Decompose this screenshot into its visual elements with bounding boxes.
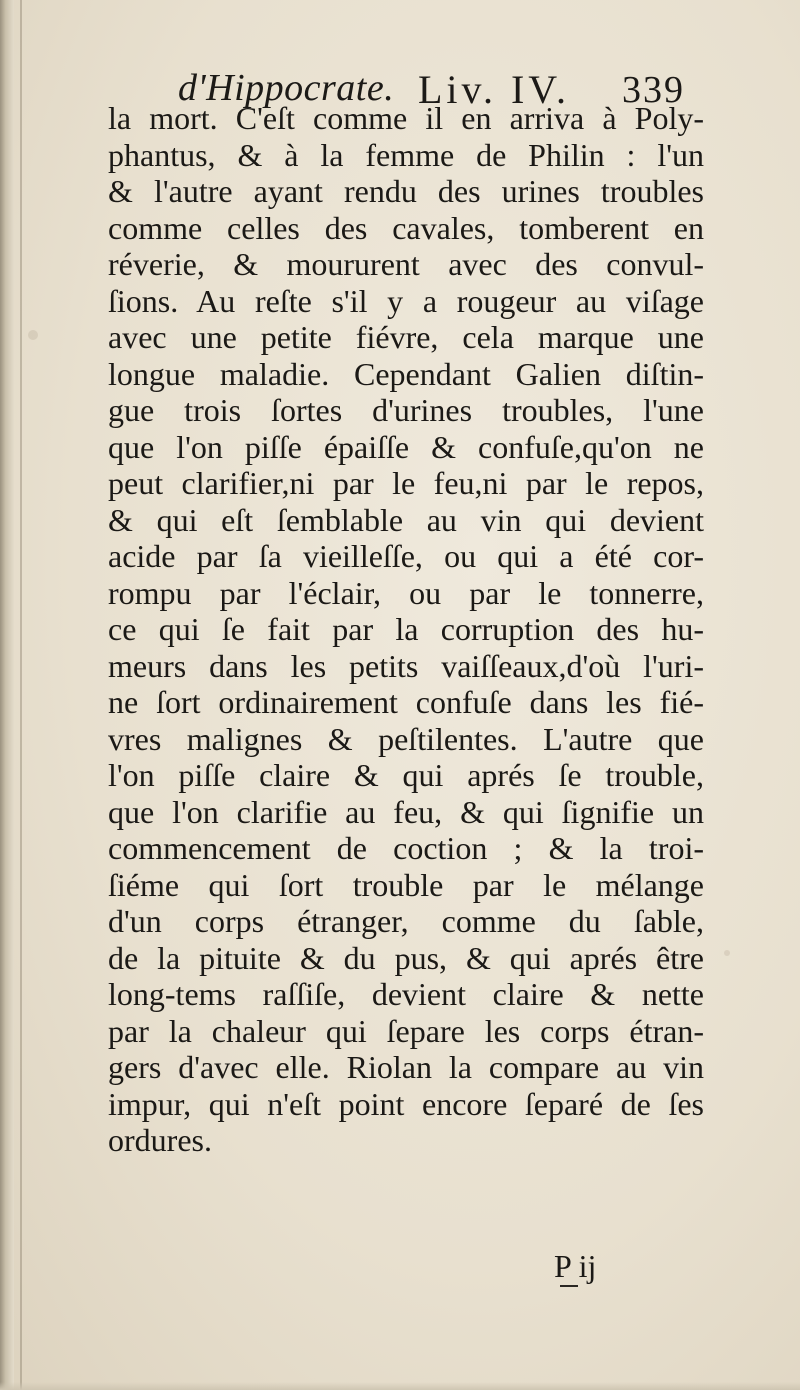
page-bottom-edge bbox=[0, 1382, 800, 1390]
text-line: d'un corps étranger, comme du ſable, bbox=[108, 903, 704, 939]
text-line: & l'autre ayant rendu des urines troubles bbox=[108, 173, 704, 209]
text-line: ne ſort ordinairement confuſe dans les fié- bbox=[108, 684, 704, 720]
text-line: de la pituite & du pus, & qui aprés être bbox=[108, 939, 704, 976]
page-number: 339 bbox=[622, 69, 685, 111]
paper-stain bbox=[724, 950, 730, 956]
text-line: impur, qui n'eſt point encore ſeparé de ſes bbox=[108, 1085, 704, 1122]
text-line: peut clarifier,ni par le feu,ni par le repos, bbox=[108, 465, 704, 501]
text-line: ordures. bbox=[108, 1122, 212, 1158]
text-line: ce qui ſe fait par la corruption des hu- bbox=[108, 611, 704, 647]
text-line: gue trois ſortes d'urines troubles, l'une bbox=[108, 392, 704, 428]
body-text bbox=[108, 100, 704, 1159]
text-line: comme celles des cavales, tomberent en bbox=[108, 209, 704, 246]
book-label: Liv. IV. bbox=[418, 67, 570, 112]
signature-underline bbox=[560, 1285, 578, 1287]
text-line: phantus, & à la femme de Philin : l'un bbox=[108, 136, 704, 173]
text-line: l'on piſſe claire & qui aprés ſe trouble, bbox=[108, 757, 704, 793]
text-line: réverie, & moururent avec des convul- bbox=[108, 246, 704, 282]
running-title: d'Hippocrate. bbox=[178, 67, 395, 109]
text-line: meurs dans les petits vaiſſeaux,d'où l'uri- bbox=[108, 647, 704, 684]
text-line: acide par ſa vieilleſſe, ou qui a été cor- bbox=[108, 538, 704, 574]
text-line: que l'on piſſe épaiſſe & confuſe,qu'on ne bbox=[108, 428, 704, 465]
text-line: ſiéme qui ſort trouble par le mélange bbox=[108, 866, 704, 903]
text-line: longue maladie. Cependant Galien diſtin- bbox=[108, 355, 704, 392]
page-binding-edge bbox=[0, 0, 14, 1390]
text-line: par la chaleur qui ſepare les corps étran- bbox=[108, 1012, 704, 1049]
text-line: ſions. Au reſte s'il y a rougeur au viſage bbox=[108, 282, 704, 319]
text-line: avec une petite fiévre, cela marque une bbox=[108, 319, 704, 355]
text-line: gers d'avec elle. Riolan la compare au vin bbox=[108, 1049, 704, 1085]
text-line: commencement de coction ; & la troi- bbox=[108, 830, 704, 866]
text-line: la mort. C'eſt comme il en arriva à Poly- bbox=[108, 100, 704, 136]
text-line: vres malignes & peſtilentes. L'autre que bbox=[108, 720, 704, 757]
signature-mark: P ij bbox=[554, 1248, 597, 1284]
paper-stain bbox=[28, 330, 38, 340]
text-line: & qui eſt ſemblable au vin qui devient bbox=[108, 501, 704, 538]
page-fold-line bbox=[20, 0, 22, 1390]
text-line: long-tems raſſiſe, devient claire & nette bbox=[108, 976, 704, 1012]
text-line: que l'on clarifie au feu, & qui ſignifie un bbox=[108, 793, 704, 830]
text-line: rompu par l'éclair, ou par le tonnerre, bbox=[108, 574, 704, 611]
